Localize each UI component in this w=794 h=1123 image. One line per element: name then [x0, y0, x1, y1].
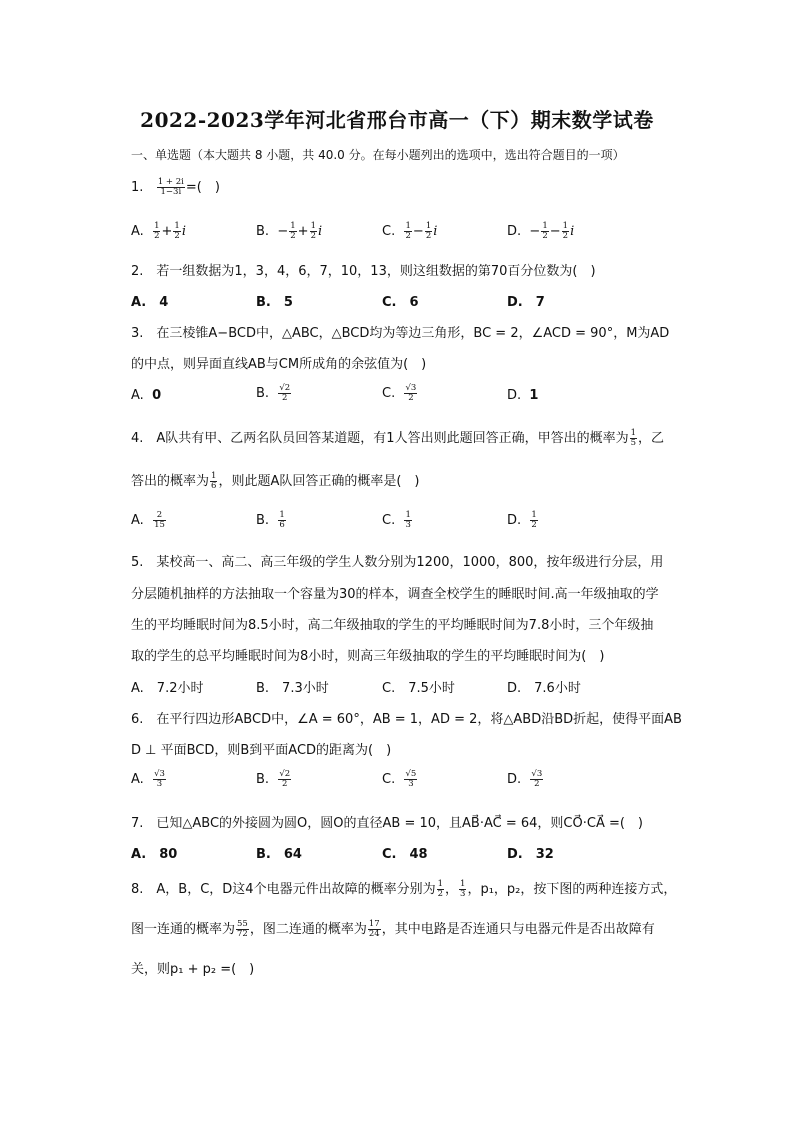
q6-option-d[interactable]: D. $\frac{√3}{2}$: [507, 769, 543, 789]
question-6-line-2: D ⊥ 平面BCD，则B到平面ACD的距离为( ): [131, 743, 392, 758]
question-4-line-1: 4. A队共有甲、乙两名队员回答某道题，有1人答出则此题回答正确，甲答出的概率为 $\frac{1}{5}$ ，乙: [131, 428, 665, 448]
q1-option-b[interactable]: B. − $\frac{1}{2}$ + $\frac{1}{2}$ i: [256, 221, 323, 241]
q4-option-b[interactable]: B. $\frac{1}{6}$: [256, 510, 285, 530]
q1-option-d[interactable]: D. − $\frac{1}{2}$ − $\frac{1}{2}$ i: [507, 221, 575, 241]
question-8-line-3: 关，则p₁ + p₂ =( ): [131, 962, 255, 977]
q4-option-c[interactable]: C. $\frac{1}{3}$: [382, 510, 411, 530]
q2-option-d[interactable]: D. 7: [507, 295, 545, 310]
q5-option-c[interactable]: C. 7.5小时: [382, 681, 455, 696]
fraction: $\frac{1 + 2i}{1-3i}$: [157, 177, 184, 197]
q2-option-a[interactable]: A. 4: [131, 295, 169, 310]
q6-option-b[interactable]: B. $\frac{√2}{2}$: [256, 769, 291, 789]
question-3-line-2: 的中点，则异面直线AB与CM所成角的余弦值为( ): [131, 357, 427, 372]
question-stem: =( ): [185, 180, 220, 195]
question-5-line-1: 5. 某校高一、高二、高三年级的学生人数分别为1200，1000，800，按年级进行分层，用: [131, 555, 664, 570]
exam-title: 2022-2023学年河北省邢台市高一（下）期末数学试卷: [140, 108, 654, 132]
q5-option-d[interactable]: D. 7.6小时: [507, 681, 581, 696]
question-8-line-2: 图一连通的概率为 $\frac{55}{72}$ ，图二连通的概率为 $\frac{17}{24}$ ，其中电路是否连通只与电器元件是否出故障有: [131, 919, 655, 939]
question-4-line-2: 答出的概率为 $\frac{1}{6}$ ，则此题A队回答正确的概率是( ): [131, 471, 420, 491]
q7-option-c[interactable]: C. 48: [382, 847, 428, 862]
question-8-line-1: 8. A，B，C，D这4个电器元件出故障的概率分别为 $\frac{1}{2}$ ， $\frac{1}{3}$ ，p₁，p₂，按下图的两种连接方式，: [131, 879, 677, 899]
q6-option-a[interactable]: A. $\frac{√3}{3}$: [131, 769, 165, 789]
q2-option-c[interactable]: C. 6: [382, 295, 419, 310]
q6-option-c[interactable]: C. $\frac{√5}{3}$: [382, 769, 417, 789]
question-1: [131, 176, 220, 197]
q7-option-a[interactable]: A. 80: [131, 847, 178, 862]
question-5-line-2: 分层随机抽样的方法抽取一个容量为30的样本，调查全校学生的睡眠时间.高一年级抽取的学: [131, 587, 659, 602]
question-6-line-1: 6. 在平行四边形ABCD中，∠A = 60°，AB = 1，AD = 2，将△ABD沿BD折起，使得平面AB: [131, 712, 682, 727]
q7-option-b[interactable]: B. 64: [256, 847, 302, 862]
q3-option-b[interactable]: B. $\frac{√2}{2}$: [256, 383, 291, 403]
q5-option-a[interactable]: A. 7.2小时: [131, 681, 204, 696]
q4-option-a[interactable]: A. $\frac{2}{15}$: [131, 510, 165, 530]
q3-option-d[interactable]: D. 1: [507, 388, 539, 403]
question-2: 2. 若一组数据为1，3，4，6，7，10，13，则这组数据的第70百分位数为( ): [131, 264, 596, 279]
section-header: 一、单选题（本大题共 8 小题，共 40.0 分。在每小题列出的选项中，选出符合题目的一项）: [131, 148, 625, 162]
q7-option-d[interactable]: D. 32: [507, 847, 554, 862]
question-number: 1.: [131, 180, 144, 195]
question-3-line-1: 3. 在三棱锥A−BCD中，△ABC，△BCD均为等边三角形，BC = 2，∠ACD = 90°，M为AD: [131, 326, 670, 341]
question-5-line-4: 取的学生的总平均睡眠时间为8小时，则高三年级抽取的学生的平均睡眠时间为( ): [131, 649, 605, 664]
q2-option-b[interactable]: B. 5: [256, 295, 293, 310]
q5-option-b[interactable]: B. 7.3小时: [256, 681, 329, 696]
q1-option-a[interactable]: A. $\frac{1}{2}$ + $\frac{1}{2}$ i: [131, 221, 186, 241]
question-7: 7. 已知△ABC的外接圆为圆O，圆O的直径AB = 10，且AB⃗·AC⃗ = 64，则CO⃗·CA⃗ =( ): [131, 816, 644, 831]
q4-option-d[interactable]: D. $\frac{1}{2}$: [507, 510, 537, 530]
q3-option-a[interactable]: A. 0: [131, 388, 162, 403]
q1-option-c[interactable]: C. $\frac{1}{2}$ − $\frac{1}{2}$ i: [382, 221, 438, 241]
q3-option-c[interactable]: C. $\frac{√3}{2}$: [382, 383, 417, 403]
question-5-line-3: 生的平均睡眠时间为8.5小时，高二年级抽取的学生的平均睡眠时间为7.8小时，三个年级抽: [131, 618, 654, 633]
